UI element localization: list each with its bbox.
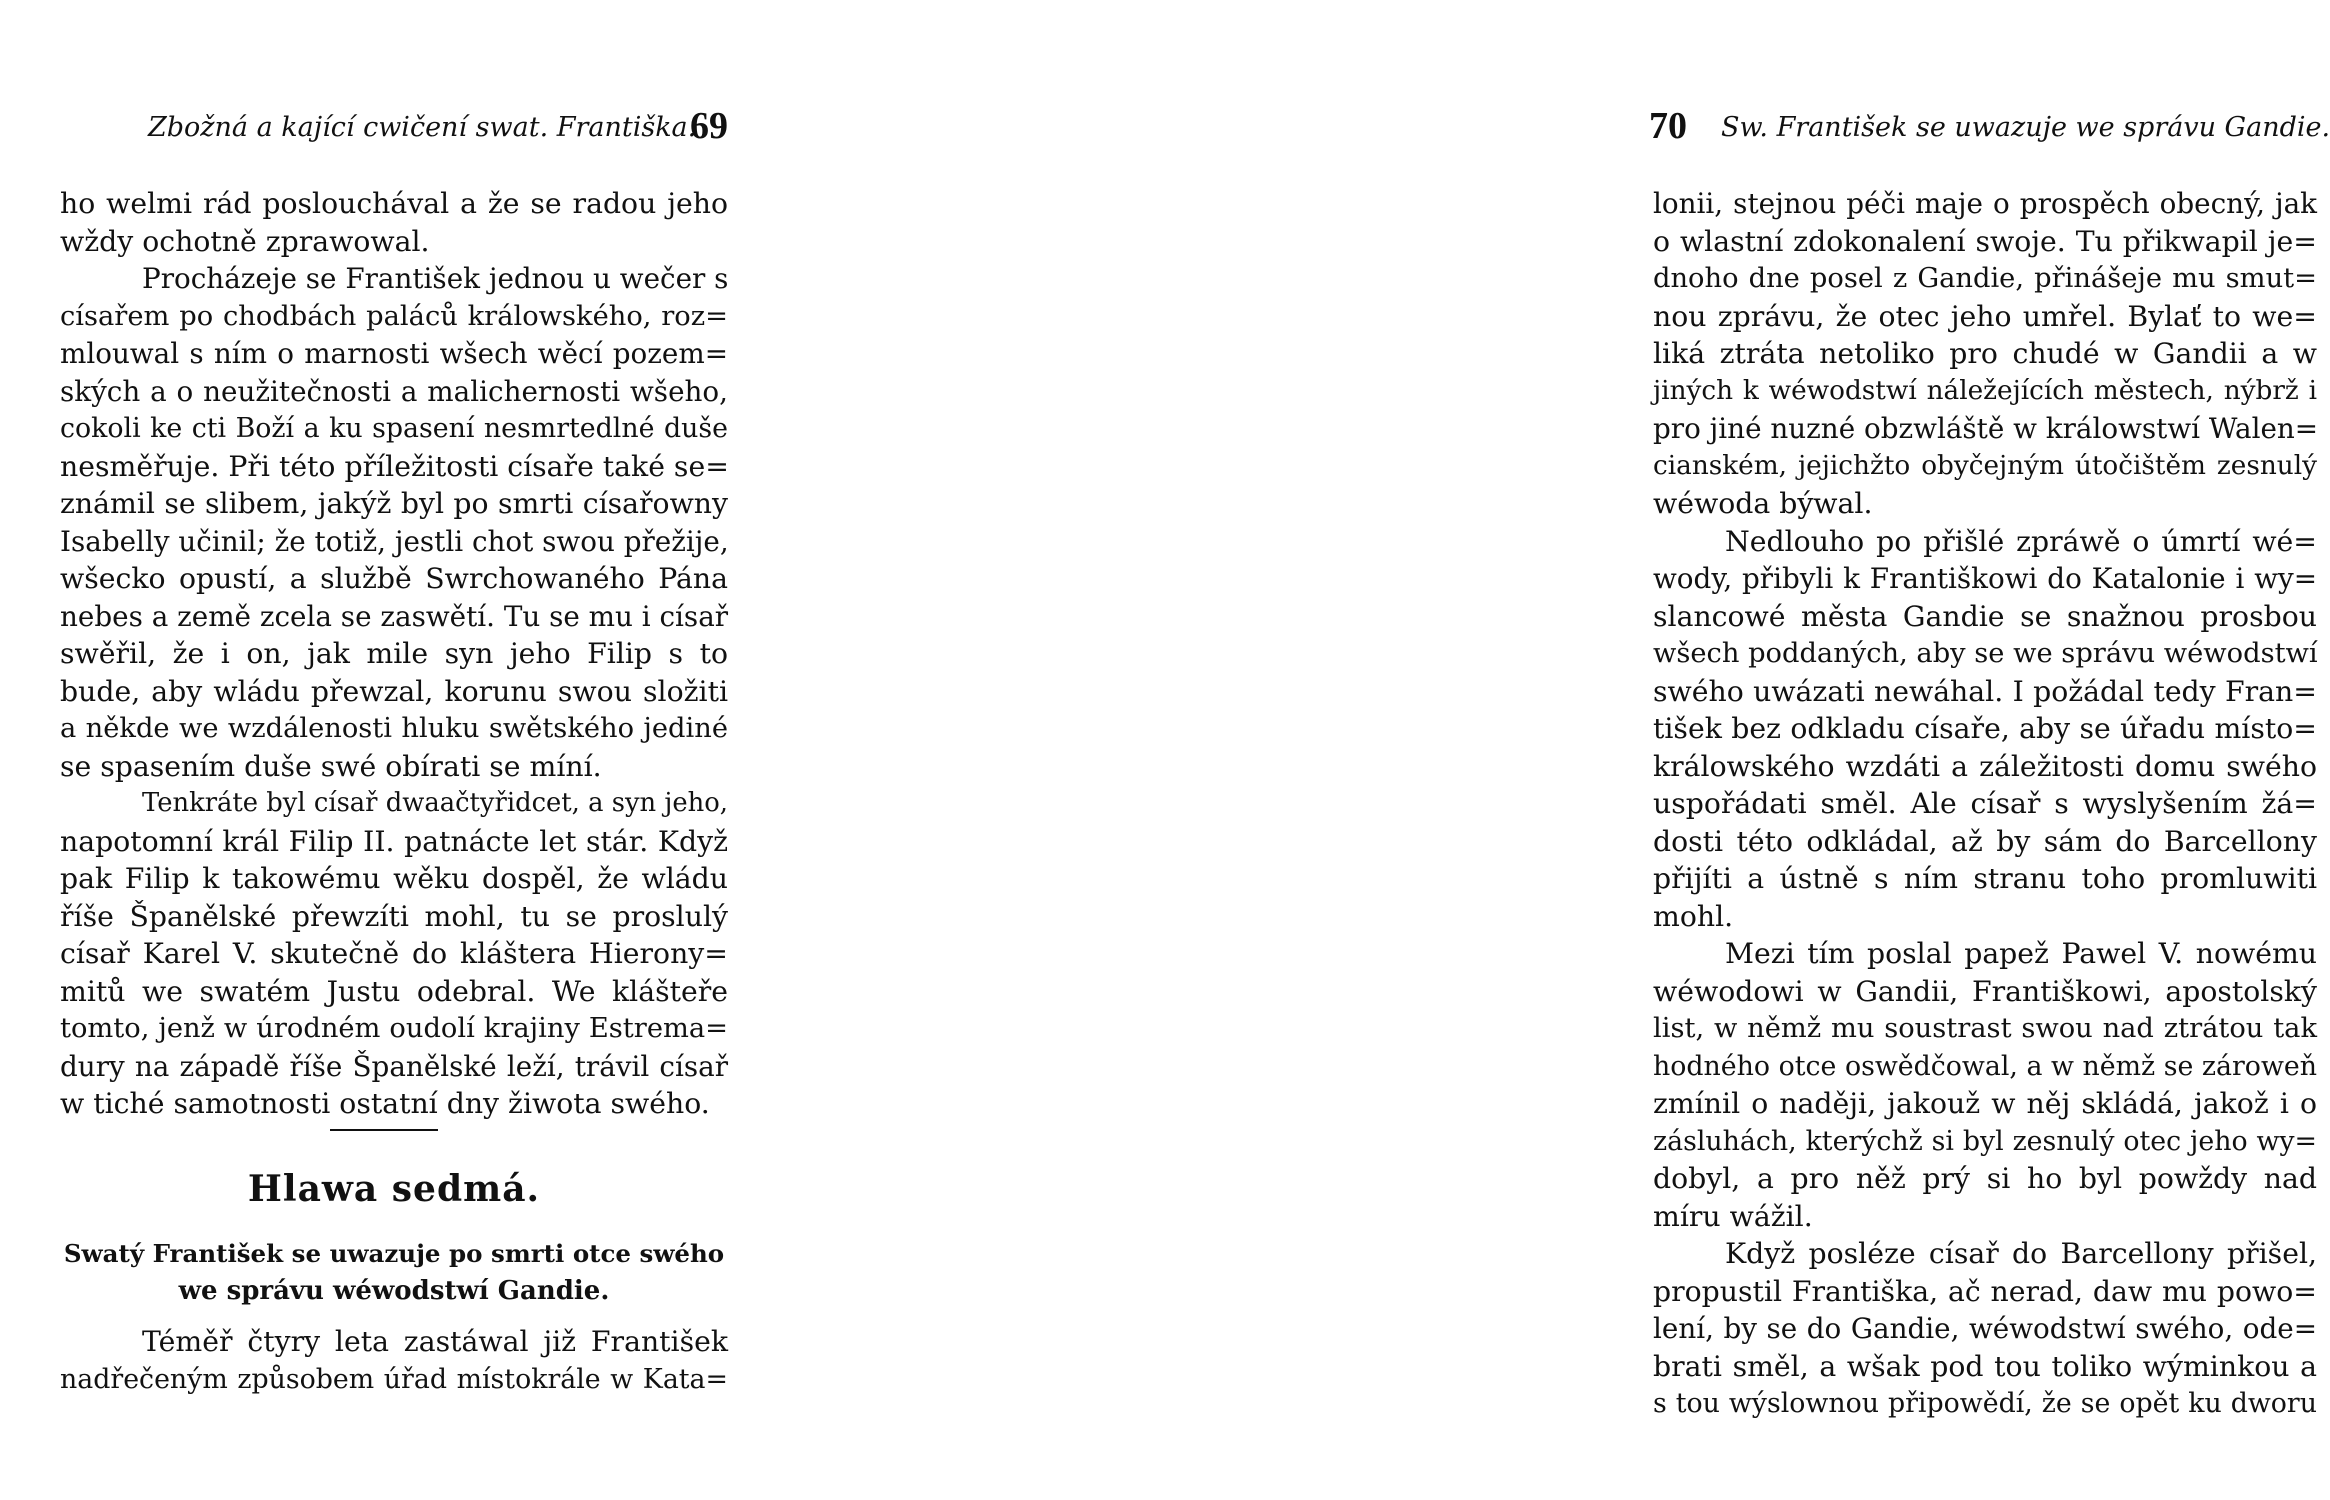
chapter-title: Hlawa sedmá.	[247, 1168, 541, 1210]
text-line: ho welmi rád poslouchával a že se radou jeho	[60, 187, 728, 220]
body-text	[60, 1323, 728, 1398]
text-line: tomto, jenž w úrodném oudolí krajiny Estrema=	[60, 1013, 728, 1044]
text-line: nadřečeným způsobem úřad místokrále w Kata=	[60, 1363, 728, 1395]
text-line: a někde we wzdálenosti hluku swětského jediné	[60, 713, 728, 744]
text-line: mlouwal s ním o marnosti wšech wěcí pozem=	[60, 337, 728, 370]
text-line: Procházeje se František jednou u wečer s	[142, 262, 729, 295]
text-line: wéwodowi w Gandii, Františkowi, apostolský	[1653, 974, 2317, 1008]
text-line: s tou wýslownou připowědí, že se opět ku dworu	[1653, 1388, 2317, 1419]
text-line: jiných k wéwodstwí náležejících městech, nýbrž i	[1653, 375, 2317, 406]
text-line: Téměř čtyry leta zastáwal již František	[142, 1325, 728, 1358]
text-line: dury na západě říše Španělské leží, trávil císař	[60, 1049, 728, 1083]
text-line: wšecko opustí, a službě Swrchowaného Pána	[60, 562, 728, 595]
text-line: ských a o neužitečnosti a malichernosti wšeho,	[60, 374, 728, 408]
text-line: wéwoda býwal.	[1653, 487, 1873, 520]
text-line: císař Karel V. skutečně do kláštera Hierony=	[60, 937, 728, 970]
text-line: zmínil o naději, jakouž w něj skládá, jakož i o	[1653, 1087, 2317, 1120]
text-line: list, w němž mu soustrast swou nad ztrátou tak	[1653, 1013, 2317, 1044]
text-line: w tiché samotnosti ostatní dny žiwota swého.	[60, 1087, 710, 1120]
right-page	[803, 0, 2330, 1500]
text-line: cianském, jejichžto obyčejným útočištěm zesnulý	[1653, 450, 2317, 481]
text-line: brati směl, a wšak pod tou toliko wýminkou a	[1653, 1349, 2317, 1383]
text-line: známil se slibem, jakýž byl po smrti císařowny	[60, 487, 728, 520]
text-line: uspořádati směl. Ale císař s wyslyšením žá=	[1653, 787, 2317, 820]
text-line: císařem po chodbách paláců králowského, roz=	[60, 300, 728, 332]
text-line: mitů we swatém Justu odebral. We klášteře	[60, 974, 728, 1008]
section-divider	[330, 1129, 438, 1131]
text-line: lení, by se do Gandie, wéwodstwí swého, ode=	[1653, 1312, 2317, 1345]
text-line: dobyl, a pro něž prý si ho byl powždy nad	[1653, 1162, 2317, 1195]
text-line: tišek bez odkladu císaře, aby se úřadu místo=	[1653, 712, 2317, 745]
text-line: wždy ochotně zprawowal.	[60, 224, 430, 258]
text-line: Tenkráte byl císař dwaačtyřidcet, a syn jeho,	[142, 788, 728, 818]
running-head: Zbožná a kající cwičení swat. Františka.	[148, 112, 697, 143]
text-line: Když posléze císař do Barcellony přišel,	[1725, 1237, 2317, 1270]
text-line: swěřil, že i on, jak mile syn jeho Filip s to	[60, 637, 728, 670]
subtitle-line: we správu wéwodstwí Gandie.	[178, 1275, 610, 1306]
text-line: cokoli ke cti Boží a ku spasení nesmrtedlné duše	[60, 413, 728, 444]
text-line: pak Filip k takowému wěku dospěl, že wládu	[60, 862, 728, 895]
page-number: 70	[1649, 105, 1687, 147]
running-head: Sw. František se uwazuje we správu Gandie.	[1721, 112, 2330, 143]
text-line: wody, přibyli k Františkowi do Katalonie i wy=	[1653, 562, 2317, 595]
text-line: propustil Františka, ač nerad, daw mu powo=	[1653, 1274, 2317, 1308]
text-line: Mezi tím poslal papež Pawel V. nowému	[1725, 937, 2317, 970]
text-line: králowského wzdáti a záležitosti domu swého	[1653, 749, 2317, 783]
text-line: nebes a země zcela se zaswětí. Tu se mu i císař	[60, 599, 729, 633]
text-line: Isabelly učinil; že totiž, jestli chot swou přežije,	[60, 524, 729, 558]
text-line: swého uwázati newáhal. I požádal tedy Fran=	[1653, 674, 2317, 708]
text-line: wšech poddaných, aby se we správu wéwodstwí	[1653, 638, 2318, 669]
text-line: přijíti a ústně s ním stranu toho promluwiti	[1653, 862, 2317, 895]
body-text	[1653, 185, 2317, 1423]
text-line: o wlastní zdokonalení swoje. Tu přikwapil je=	[1653, 224, 2317, 258]
text-line: pro jiné nuzné obzwláště w králowstwí Walen=	[1653, 412, 2319, 445]
body-text	[60, 185, 728, 1123]
text-line: napotomní král Filip II. patnácte let stár. Když	[60, 824, 728, 858]
text-line: se spasením duše swé obírati se míní.	[60, 749, 602, 783]
text-line: dnoho dne posel z Gandie, přinášeje mu smut=	[1653, 263, 2317, 294]
text-line: slancowé města Gandie se snažnou prosbou	[1653, 599, 2317, 633]
subtitle-line: Swatý František se uwazuje po smrti otce swého	[63, 1239, 725, 1268]
text-line: zásluhách, kterýchž si byl zesnulý otec jeho wy=	[1653, 1125, 2317, 1157]
text-line: bude, aby wládu přewzal, korunu swou složiti	[60, 674, 728, 708]
chapter-subtitle	[60, 1236, 728, 1311]
text-line: liká ztráta netoliko pro chudé w Gandii a w	[1653, 337, 2317, 370]
text-line: lonii, stejnou péči maje o prospěch obecný, jak	[1653, 187, 2317, 220]
left-page	[0, 0, 803, 1500]
text-line: dosti této odkládal, až by sám do Barcellony	[1653, 824, 2317, 858]
text-line: hodného otce oswědčowal, a w němž se zároweň	[1653, 1050, 2317, 1082]
text-line: nou zprávu, že otec jeho umřel. Bylať to we=	[1653, 299, 2317, 333]
text-line: míru wážil.	[1653, 1199, 1813, 1233]
page-number: 69	[690, 105, 728, 147]
text-line: mohl.	[1653, 899, 1734, 933]
text-line: Nedlouho po přišlé zpráwě o úmrtí wé=	[1725, 524, 2317, 558]
text-line: nesměřuje. Při této příležitosti císaře také se=	[60, 449, 729, 483]
text-line: říše Španělské přewzíti mohl, tu se proslulý	[60, 899, 728, 933]
